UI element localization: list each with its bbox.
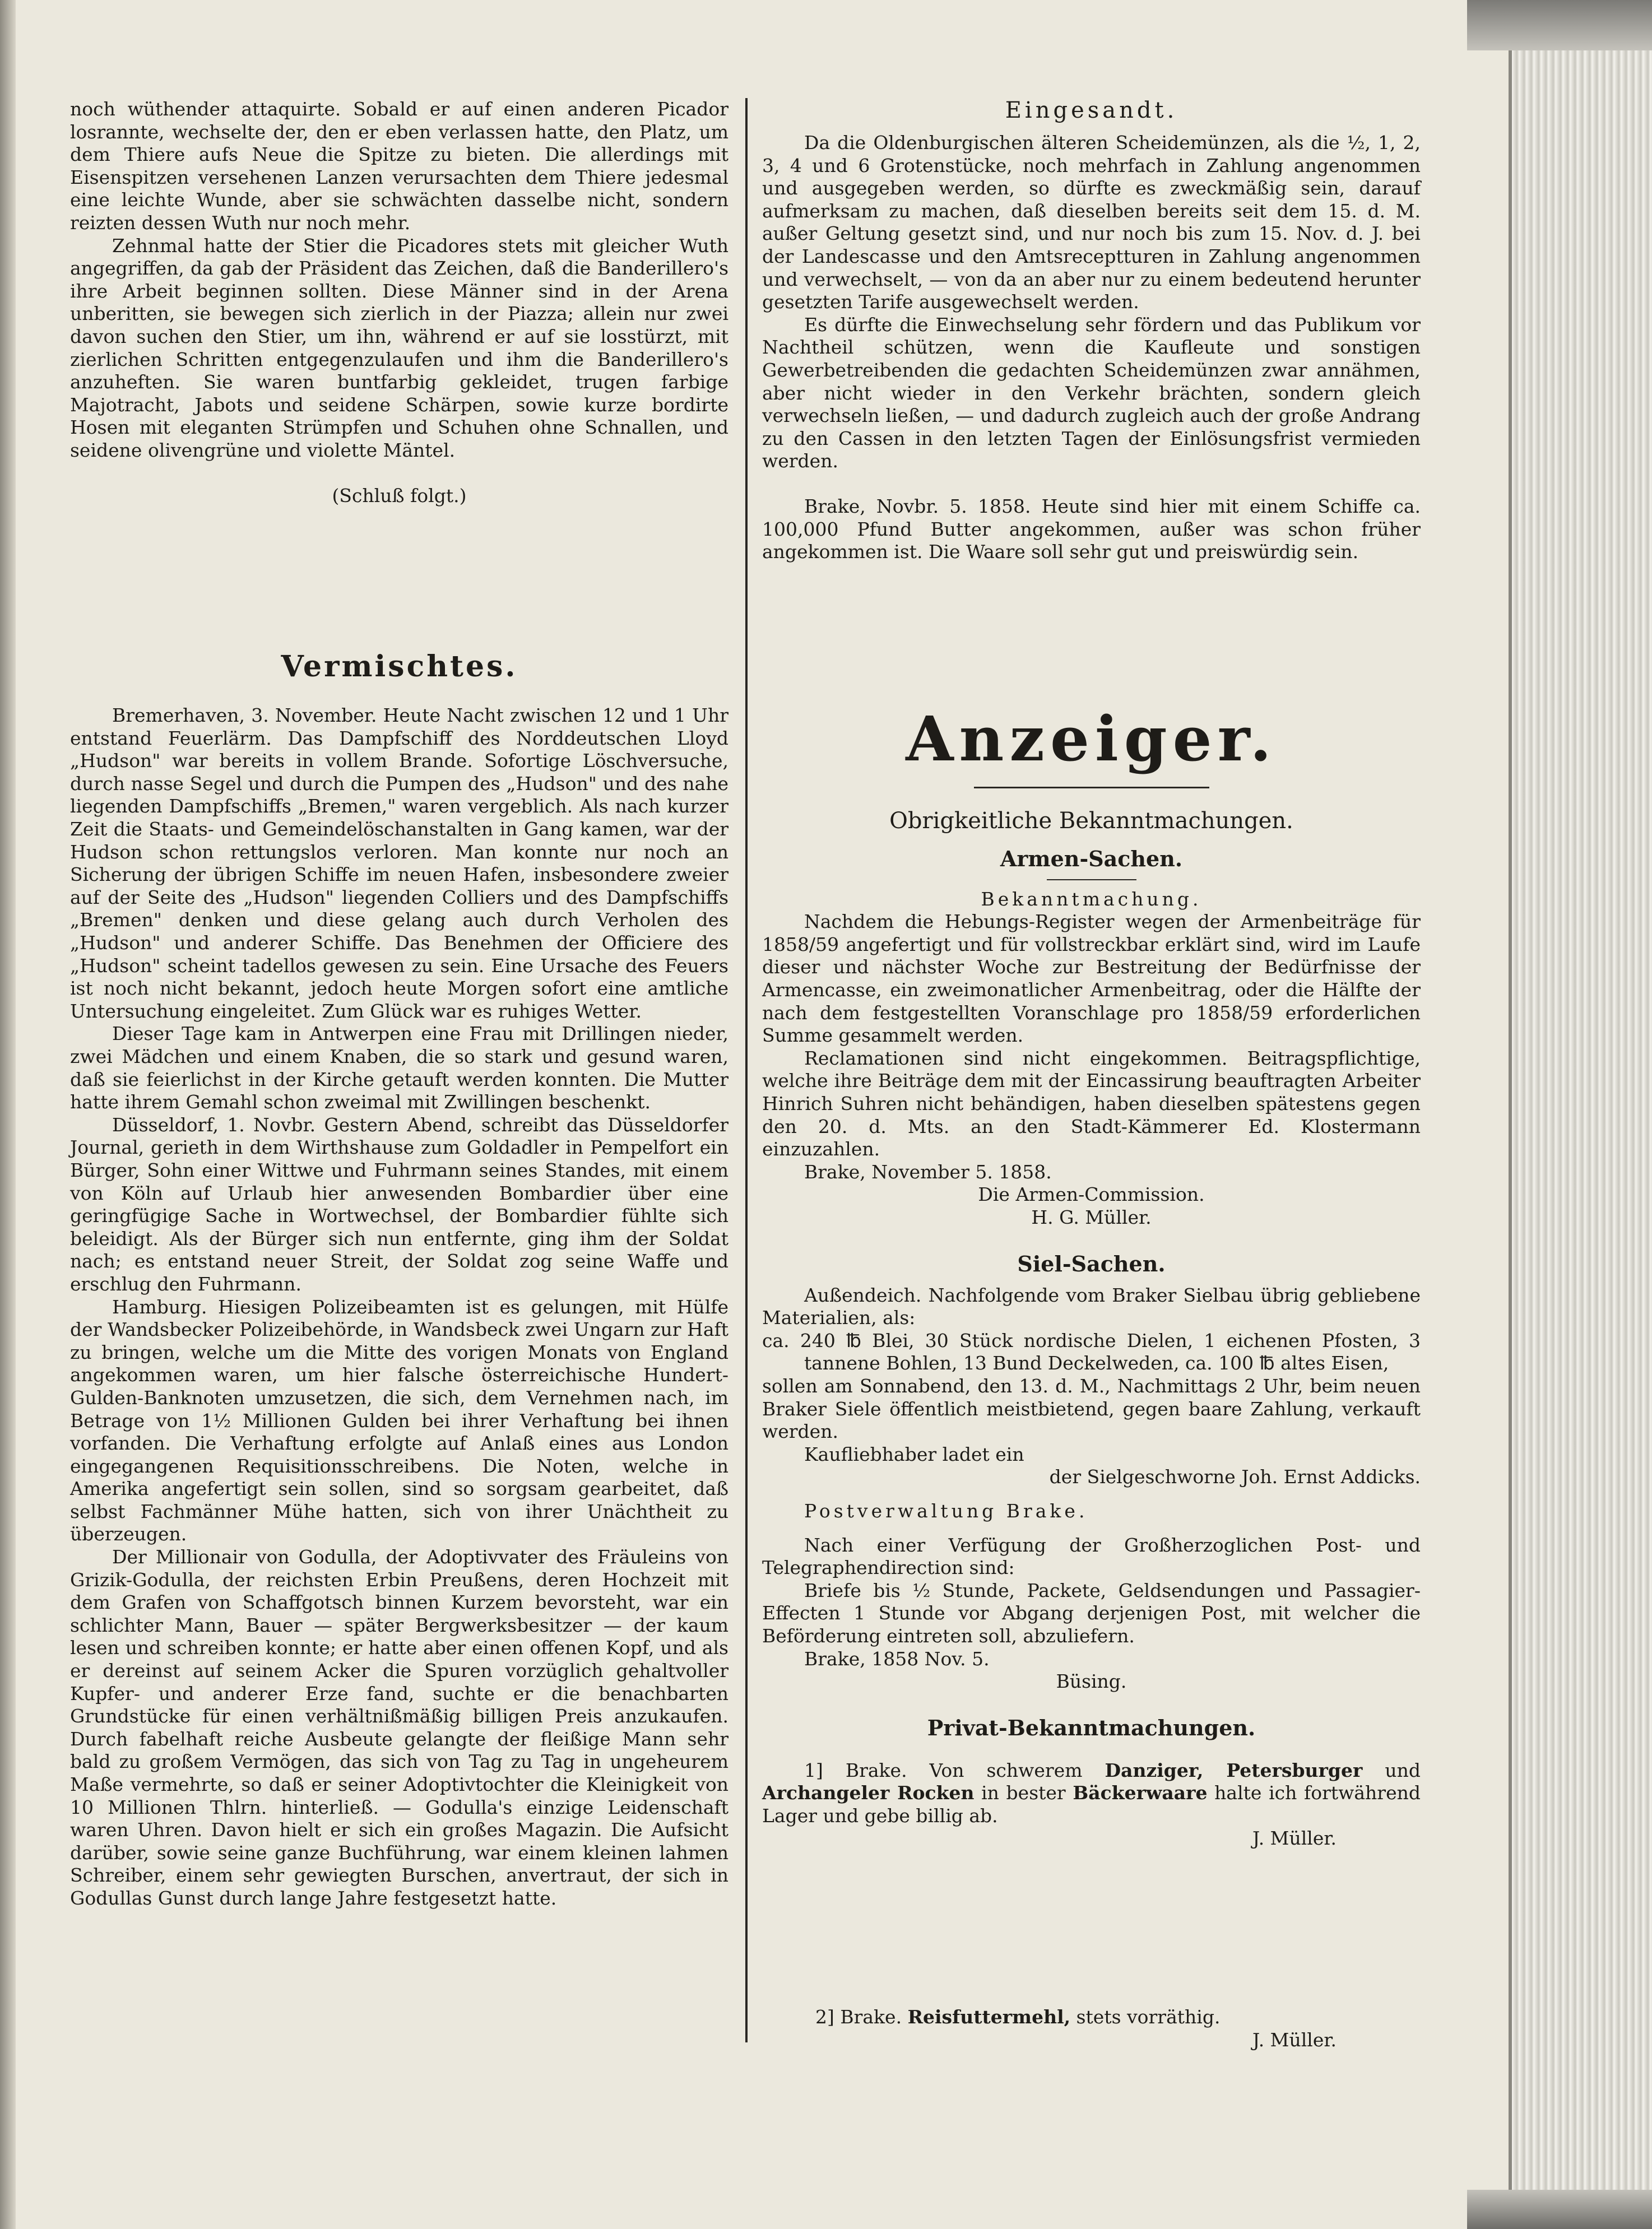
book-edge-top	[1467, 0, 1652, 50]
post-date: Brake, 1858 Nov. 5.	[804, 1647, 990, 1670]
armen-date: Brake, November 5. 1858.	[804, 1160, 1052, 1183]
antwerpen-article: Dieser Tage kam in Antwerpen eine Frau mit Drillingen nieder, zwei Mädchen und einem Knaben, die so stark und gesund waren, daß sie feierlichst in der Kirche getauft werden konnten. Die Mutter hatte ihrem Gemahl schon zweimal mit Zwillingen beschenkt.	[70, 1023, 728, 1113]
siel-signature: der Sielgeschworne Joh. Ernst Addicks.	[1049, 1466, 1421, 1488]
bremerhaven-article: Bremerhaven, 3. November. Heute Nacht zwischen 12 und 1 Uhr entstand Feuerlärm. Das Dampfschiff des Norddeutschen Lloyd „Hudson" war bereits in vollem Brande. Sofortige Löschversuche, durch nasse Segel und durch die Pumpen des „Hudson" und des nahe liegenden Dampfschiffs „Bremen," waren vergeblich. Als nach kurzer Zeit die Staats- und Gemeindelöschanstalten in Gang kamen, war der Hudson schon rettungslos verloren. Man konnte nur noch an Sicherung der übrigen Schiffe im neuen Hafen, insbesondere zweier auf der Seite des „Hudson" liegenden Colliers und des Dampfschiffs „Bremen" denken und diese gelang auch durch Verholen des „Hudson" und anderer Schiffe. Das Benehmen der Officiere des „Hudson" scheint tadellos gewesen zu sein. Eine Ursache des Feuers ist noch nicht bekannt, jedoch heute Morgen sofort eine amtliche Untersuchung eingeleitet. Zum Glück war es ruhiges Wetter.	[70, 704, 728, 1022]
post-paragraph-1: Nach einer Verfügung der Großherzoglichen Post- und Telegraphendirection sind:	[762, 1534, 1421, 1579]
page-gutter	[0, 0, 16, 2229]
siel-paragraph-3: Kaufliebhaber ladet ein	[804, 1443, 1024, 1465]
book-edge	[1509, 0, 1652, 2229]
privat-heading: Privat-Bekanntmachungen.	[927, 1715, 1256, 1740]
book-edge-bottom	[1467, 2190, 1652, 2229]
post-paragraph-2: Briefe bis ½ Stunde, Packete, Geldsendungen und Passagier-Effecten 1 Stunde vor Abgang derjenigen Post, mit welcher die Beförderung eintreten soll, abzuliefern.	[762, 1579, 1421, 1647]
ad-1-intro: 1] Brake. Von schwerem	[804, 1759, 1083, 1781]
bekanntmachung-label: Bekanntmachung.	[981, 888, 1202, 910]
stierkampf-paragraph-2: Zehnmal hatte der Stier die Picadores stets mit gleicher Wuth angegriffen, da gab der Präsident das Zeichen, daß die Banderillero's ihre Arbeit beginnen sollten. Diese Männer sind in der Arena unberitten, sie bewegen sich zierlich in der Piazza; allein nur zwei davon suchen den Stier, um ihn, während er auf sie losstürzt, mit zierlichen Schritten entgegenzulaufen und ihm die Banderillero's anzuheften. Sie waren buntfarbig gekleidet, trugen farbige Majotracht, Jabots und seidene Schärpen, sowie kurze bordirte Hosen mit eleganten Strümpfen und Schuhen ohne Schnallen, und seidene olivengrüne und violette Mäntel.	[70, 234, 728, 461]
ad-2-intro: 2] Brake.	[815, 2006, 902, 2028]
siel-paragraph-2: sollen am Sonnabend, den 13. d. M., Nachmittags 2 Uhr, beim neuen Braker Siele öffentlich meistbietend, gegen baare Zahlung, verkauft werden.	[762, 1374, 1421, 1443]
heading-rule	[974, 787, 1209, 788]
godulla-article: Der Millionair von Godulla, der Adoptivvater des Fräuleins von Grizik-Godulla, der reichsten Erbin Preußens, deren Hochzeit mit dem Grafen von Schaffgotsch binnen Kurzem bevorsteht, war ein schlichter Mann, Bauer — später Bergwerksbesitzer — der kaum lesen und schreiben konnte; er hatte aber einen offenen Kopf, und als er dereinst auf seinem Acker die Spuren vorzüglich gehaltvoller Kupfer- und anderer Erze fand, suchte er die benachbarten Grundstücke für einen verhältnißmäßig billigen Preis anzukaufen. Durch fabelhaft reiche Ausbeute gelangte der fleißige Mann sehr bald zu großem Vermögen, das sich von Tag zu Tag in ungeheurem Maße vermehrte, so daß er seiner Adoptivtochter die Kleinigkeit von 10 Millionen Thlrn. hinterließ. — Godulla's einzige Leidenschaft waren Uhren. Davon hielt er sich ein großes Magazin. Die Aufsicht darüber, sowie seine ganze Buchführung, war einem kleinen lahmen Schreiber, einem sehr gewiegten Burschen, anvertraut, der sich in Godullas Gunst durch lange Jahre festgesetzt hatte.	[70, 1546, 728, 1909]
ad-1-grain-2: Archangeler Rocken	[762, 1782, 975, 1804]
ad-1-grain-1: Danziger, Petersburger	[1105, 1759, 1363, 1781]
left-column	[70, 98, 728, 1910]
armen-sachen-heading: Armen-Sachen.	[1000, 846, 1183, 871]
ad-1-join-2: in bester	[981, 1782, 1066, 1804]
ad-1-rest: halte ich fortwährend Lager und gebe billig ab.	[762, 1782, 1421, 1827]
ad-1-product: Bäckerwaare	[1073, 1782, 1208, 1804]
brake-butter-note: Brake, Novbr. 5. 1858. Heute sind hier mit einem Schiffe ca. 100,000 Pfund Butter angekommen, außer was schon früher angekommen ist. Die Waare soll sehr gut und preiswürdig sein.	[762, 495, 1421, 563]
eingesandt-paragraph-1: Da die Oldenburgischen älteren Scheidemünzen, als die ½, 1, 2, 3, 4 und 6 Grotenstücke, noch mehrfach in Zahlung angenommen und ausgegeben werden, so dürfte es zweckmäßig sein, darauf aufmerksam zu machen, daß dieselben bereits seit dem 15. d. M. außer Geltung gesetzt sind, und nur noch bis zum 15. Nov. d. J. bei der Landescasse und den Amtsreceptturen in Zahlung angenommen und verwechselt, — von da an aber nur zu einem bedeutend herunter gesetzten Tarife ausgewechselt werden.	[762, 132, 1421, 313]
anzeiger-heading: Anzeiger.	[906, 702, 1277, 775]
ad-2	[815, 2006, 1421, 2051]
ad-2-signature: J. Müller.	[1252, 2028, 1337, 2051]
eingesandt-heading: Eingesandt.	[1005, 97, 1178, 123]
armen-paragraph-2: Reclamationen sind nicht eingekommen. Beitragspflichtige, welche ihre Beiträge dem mit der Eincassirung beauftragten Arbeiter Hinrich Suhren nicht behändigen, haben dieselben spätestens gegen den 20. d. Mts. an den Stadt-Kämmerer Ed. Klostermann einzuzahlen.	[762, 1047, 1421, 1160]
hamburg-article: Hamburg. Hiesigen Polizeibeamten ist es gelungen, mit Hülfe der Wandsbecker Polizeibehörde, in Wandsbeck zwei Ungarn zur Haft zu bringen, welche um die Mitte des vorigen Monats von England angekommen waren, um hier falsche österreichische Hundert-Gulden-Banknoten umzusetzen, die sich, dem Vernehmen nach, im Betrage von 1½ Millionen Gulden bei ihrer Verhaftung bei ihnen vorfanden. Die Verhaftung erfolgte auf Anlaß eines aus London eingegangenen Requisitionsschreibens. Die Noten, welche in Amerika angefertigt sein sollen, sind so sorgsam gearbeitet, daß selbst Fachmänner Mühe hatten, sich von ihrer Unächtheit zu überzeugen.	[70, 1295, 728, 1545]
stierkampf-paragraph-1: noch wüthender attaquirte. Sobald er auf einen anderen Picador losrannte, wechselte der, den er eben verlassen hatte, den Platz, um dem Thiere aufs Neue die Spitze zu bieten. Die allerdings mit Eisenspitzen versehenen Lanzen verursachten dem Thiere jedesmal eine leichte Wunde, aber sie schwächten dasselbe nicht, sondern reizten dessen Wuth nur noch mehr.	[70, 98, 728, 234]
siel-paragraph-1: Außendeich. Nachfolgende vom Braker Sielbau übrig gebliebene Materialien, als:	[762, 1284, 1421, 1329]
armen-signature-2: H. G. Müller.	[1031, 1206, 1152, 1228]
siel-material-list: ca. 240 ℔ Blei, 30 Stück nordische Dielen, 1 eichenen Pfosten, 3 tannene Bohlen, 13 Bund Deckelweden, ca. 100 ℔ altes Eisen,	[762, 1329, 1421, 1374]
armen-paragraph-1: Nachdem die Hebungs-Register wegen der Armenbeiträge für 1858/59 angefertigt und für vollstreckbar erklärt sind, wird im Laufe dieser und nächster Woche zur Bestreitung der Bedürfnisse der Armencasse, ein zweimonatlicher Armenbeitrag, oder die Hälfte der nach dem festgestellten Voranschlage pro 1858/59 erforderlichen Summe gesammelt werden.	[762, 911, 1421, 1047]
postverwaltung-heading: Postverwaltung Brake.	[804, 1499, 1088, 1522]
ad-1-signature: J. Müller.	[1252, 1827, 1337, 1850]
ad-2-product: Reisfuttermehl,	[907, 2006, 1071, 2028]
ad-1	[762, 1759, 1421, 1828]
duesseldorf-article: Düsseldorf, 1. Novbr. Gestern Abend, schreibt das Düsseldorfer Journal, gerieth in dem Wirthshause zum Goldadler in Pempelfort ein Bürger, Sohn einer Wittwe und Fuhrmann seines Standes, mit einem von Köln auf Urlaub hier anwesenden Bombardier über eine geringfügige Sache in Wortwechsel, der Bombardier fühlte sich beleidigt. Als der Bürger sich nun entfernte, ging ihm der Soldat nach; es entstand neuer Streit, der Soldat zog seine Waffe und erschlug den Fuhrmann.	[70, 1113, 728, 1295]
right-column	[762, 98, 1421, 1850]
armen-signature-1: Die Armen-Commission.	[978, 1183, 1205, 1206]
eingesandt-paragraph-2: Es dürfte die Einwechselung sehr fördern und das Publikum vor Nachtheil schützen, wenn die Kaufleute und sonstigen Gewerbetreibenden die gedachten Scheidemünzen zwar annähmen, aber nicht wieder in den Verkehr brächten, sondern gleich verwechseln ließen, — und dadurch zugleich auch der große Andrang zu den Cassen in den letzten Tagen der Einlösungsfrist vermieden werden.	[762, 313, 1421, 472]
continuation-note: (Schluß folgt.)	[332, 484, 467, 507]
post-signature: Büsing.	[1056, 1670, 1127, 1693]
column-divider	[745, 98, 748, 2042]
ad-1-join-1: und	[1385, 1759, 1421, 1781]
ad-2-rest: stets vorräthig.	[1076, 2006, 1221, 2028]
obrigkeitliche-heading: Obrigkeitliche Bekanntmachungen.	[889, 807, 1293, 834]
siel-sachen-heading: Siel-Sachen.	[1017, 1251, 1166, 1276]
vermischtes-heading: Vermischtes.	[281, 649, 518, 684]
sub-heading-rule	[1047, 879, 1136, 880]
